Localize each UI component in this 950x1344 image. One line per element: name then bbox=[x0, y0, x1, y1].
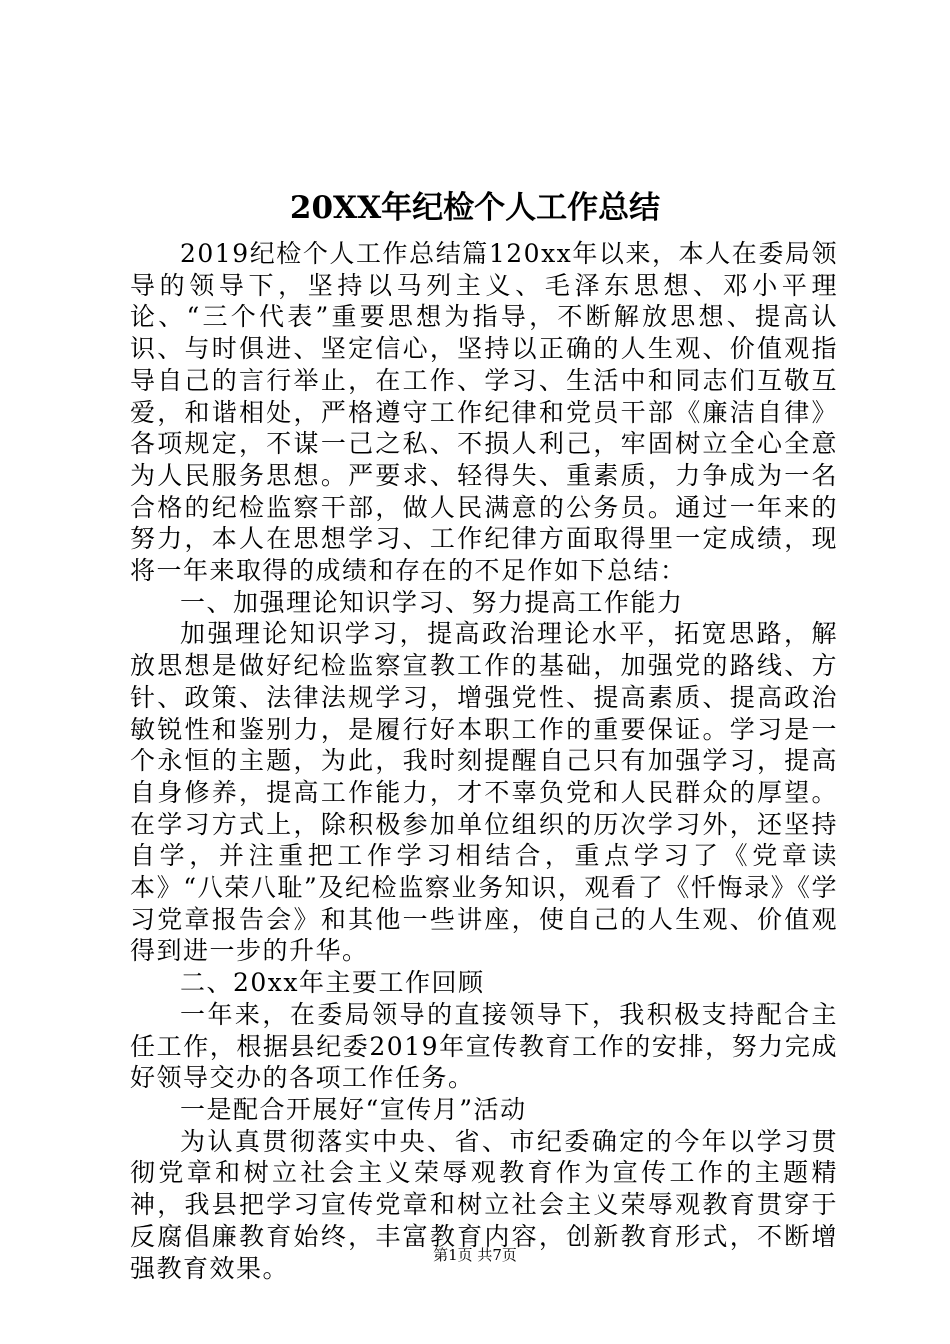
paragraph-work-review: 一年来，在委局领导的直接领导下，我积极支持配合主任工作，根据县纪委2019年宣传教育工作的安排，努力完成好领导交办的各项工作任务。 bbox=[130, 999, 838, 1093]
heading-subsection-1: 一是配合开展好“宣传月”活动 bbox=[180, 1094, 527, 1124]
heading-section-2: 二、20xx年主要工作回顾 bbox=[180, 968, 485, 998]
heading-section-1: 一、加强理论知识学习、努力提高工作能力 bbox=[180, 587, 684, 617]
document-title: 20XX年纪检个人工作总结 bbox=[289, 190, 661, 226]
document-body bbox=[130, 238, 838, 1284]
paragraph-study: 加强理论知识学习，提高政治理论水平，拓宽思路，解放思想是做好纪检监察宣教工作的基础，加强党的路线、方针、政策、法律法规学习，增强党性、提高素质、提高政治敏锐性和鉴别力，是履行好本职工作的重要保证。学习是一个永恒的主题，为此，我时刻提醒自己只有加强学习，提高自身修养，提高工作能力，才不辜负党和人民群众的厚望。在学习方式上，除积极参加单位组织的历次学习外，还坚持自学，并注重把工作学习相结合，重点学习了《党章读本》“八荣八耻”及纪检监察业务知识，观看了《忏悔录》《学习党章报告会》和其他一些讲座，使自己的人生观、价值观得到进一步的升华。 bbox=[130, 619, 838, 966]
paragraph-intro: 2019纪检个人工作总结篇120xx年以来，本人在委局领导的领导下，坚持以马列主义、毛泽东思想、邓小平理论、“三个代表”重要思想为指导，不断解放思想、提高认识、与时俱进、坚定信心，坚持以正确的人生观、价值观指导自己的言行举止，在工作、学习、生活中和同志们互敬互爱，和谐相处，严格遵守工作纪律和党员干部《廉洁自律》各项规定，不谋一己之私、不损人利己，牢固树立全心全意为人民服务思想。严要求、轻得失、重素质，力争成为一名合格的纪检监察干部，做人民满意的公务员。通过一年来的努力，本人在思想学习、工作纪律方面取得里一定成绩，现将一年来取得的成绩和存在的不足作如下总结： bbox=[130, 239, 838, 586]
page-number-footer: 第1页 共7页 bbox=[433, 1246, 517, 1264]
paragraph-publicity: 为认真贯彻落实中央、省、市纪委确定的今年以学习贯彻党章和树立社会主义荣辱观教育作为宣传工作的主题精神，我县把学习宣传党章和树立社会主义荣辱观教育贯穿于反腐倡廉教育始终，丰富教育内容，创新教育形式，不断增强教育效果。 bbox=[130, 1126, 838, 1283]
